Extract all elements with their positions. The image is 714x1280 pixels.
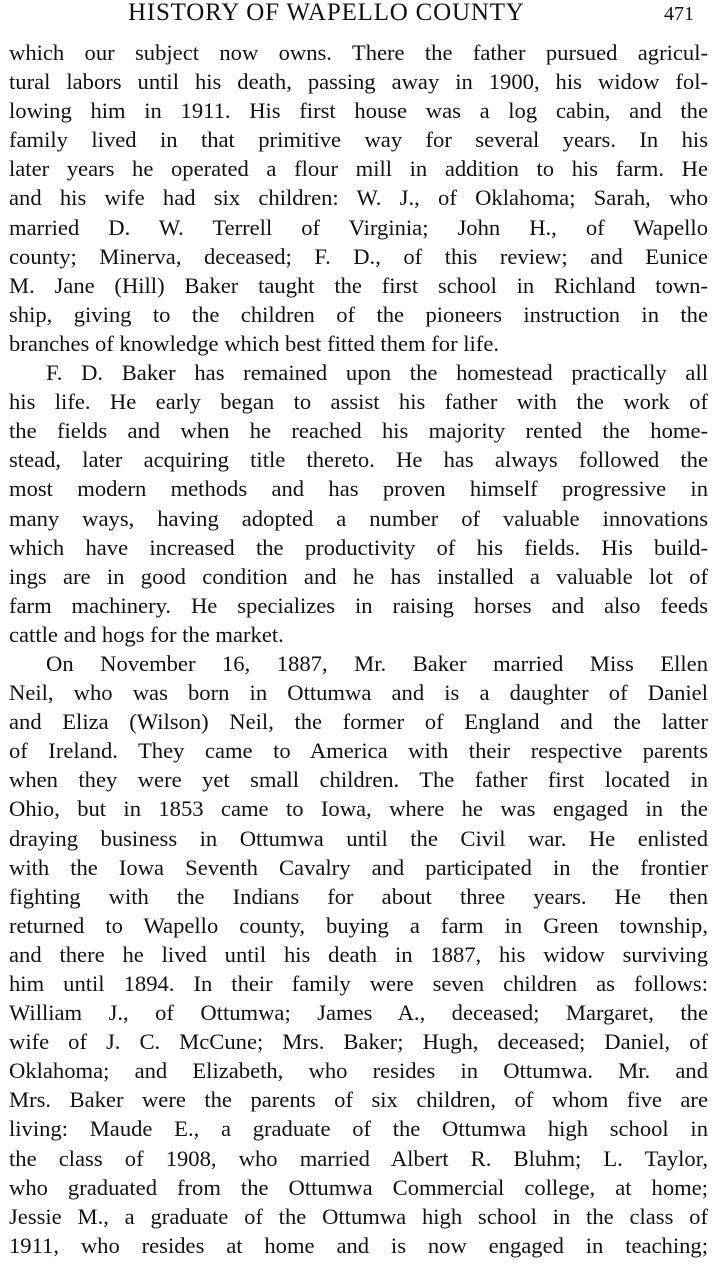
running-title: HISTORY OF WAPELLO COUNTY [128,0,525,26]
text-line: and there he lived until his death in 1887, his widow surviving [9,941,708,967]
text-line: married D. W. Terrell of Virginia; John H., of Wapello [9,214,708,240]
text-line: draying business in Ottumwa until the Civil war. He enlisted [9,825,708,851]
text-line: William J., of Ottumwa; James A., deceased; Margaret, the [9,1000,708,1026]
text-line: farm machinery. He specializes in raising horses and also feeds [9,592,708,618]
paragraph [9,38,708,358]
text-line: most modern methods and has proven himself progressive in [9,476,708,502]
text-line: cattle and hogs for the market. [9,621,284,647]
text-line: living: Maude E., a graduate of the Ottumwa high school in [9,1116,708,1142]
page-header [0,0,714,30]
text-line: his life. He early began to assist his father with the work of [9,389,708,415]
text-line: ings are in good condition and he has installed a valuable lot of [9,563,708,589]
text-line: F. D. Baker has remained upon the homestead practically all [46,360,708,386]
text-line: Jessie M., a graduate of the Ottumwa high school in the class of [9,1203,708,1229]
text-line: of Ireland. They came to America with their respective parents [9,738,708,764]
text-line: tural labors until his death, passing away in 1900, his widow fol- [9,69,708,95]
text-line: fighting with the Indians for about three years. He then [9,883,708,909]
text-line: and Eliza (Wilson) Neil, the former of England and the latter [9,709,708,735]
body-text [9,38,708,1260]
text-line: when they were yet small children. The father first located in [9,767,708,793]
text-line: family lived in that primitive way for several years. In his [9,127,708,153]
text-line: and his wife had six children: W. J., of Oklahoma; Sarah, who [9,185,708,211]
text-line: who graduated from the Ottumwa Commercial college, at home; [9,1174,708,1200]
text-line: which have increased the productivity of his fields. His build- [9,534,708,560]
text-line: many ways, having adopted a number of valuable innovations [9,505,708,531]
text-line: him until 1894. In their family were seven children as follows: [9,971,708,996]
text-line: Neil, who was born in Ottumwa and is a daughter of Daniel [9,680,708,706]
text-line: the class of 1908, who married Albert R. Bluhm; L. Taylor, [9,1145,708,1171]
paragraph [9,649,708,1260]
text-line: Mrs. Baker were the parents of six children, of whom five are [9,1087,708,1113]
text-line: Oklahoma; and Elizabeth, who resides in Ottumwa. Mr. and [9,1058,708,1084]
text-line: which our subject now owns. There the father pursued agricul- [9,40,708,65]
text-line: wife of J. C. McCune; Mrs. Baker; Hugh, deceased; Daniel, of [9,1029,708,1055]
text-line: Ohio, but in 1853 came to Iowa, where he was engaged in the [9,796,708,822]
text-line: M. Jane (Hill) Baker taught the first school in Richland town- [9,272,708,298]
text-line: branches of knowledge which best fitted them for life. [9,330,500,356]
text-line: stead, later acquiring title thereto. He has always followed the [9,447,708,473]
text-line: returned to Wapello county, buying a farm in Green township, [9,912,708,938]
text-line: the fields and when he reached his majority rented the home- [9,418,708,444]
text-line: county; Minerva, deceased; F. D., of this review; and Eunice [9,243,708,269]
text-line: with the Iowa Seventh Cavalry and participated in the frontier [9,854,708,880]
text-line: ship, giving to the children of the pioneers instruction in the [9,301,708,327]
text-line: 1911, who resides at home and is now engaged in teaching; [9,1232,708,1258]
page-number: 471 [664,3,694,25]
text-line: On November 16, 1887, Mr. Baker married Miss Ellen [46,650,708,676]
paragraph [9,358,708,649]
text-line: later years he operated a flour mill in addition to his farm. He [9,156,708,182]
text-line: lowing him in 1911. His first house was a log cabin, and the [9,98,708,124]
